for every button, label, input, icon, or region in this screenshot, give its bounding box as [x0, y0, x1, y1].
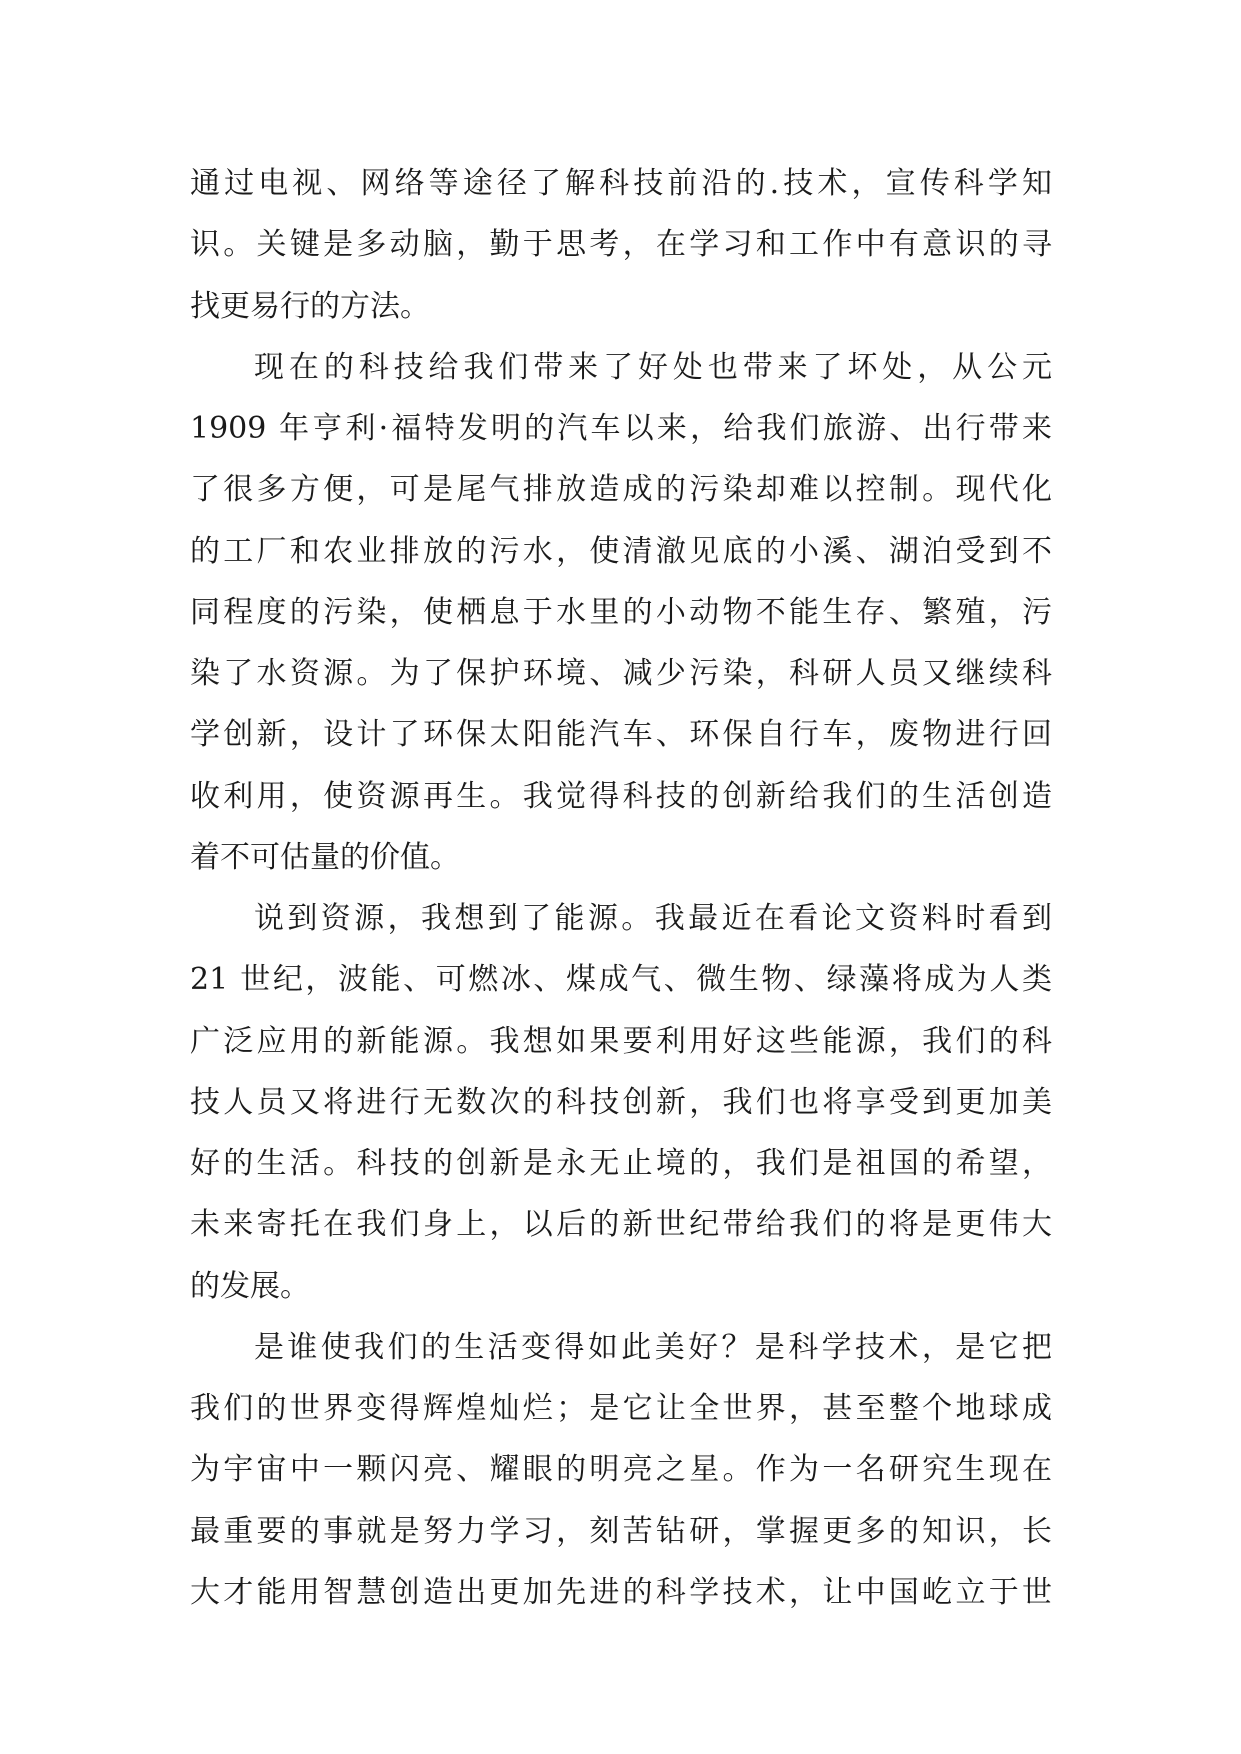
text-line: 识。关键是多动脑，勤于思考，在学习和工作中有意识的寻	[190, 227, 1052, 263]
text-line: 是谁使我们的生活变得如此美好？是科学技术，是它把	[254, 1329, 1052, 1365]
paragraph-4	[190, 1317, 1052, 1623]
text-line: 未来寄托在我们身上，以后的新世纪带给我们的将是更伟大	[190, 1207, 1052, 1243]
text-line: 的工厂和农业排放的污水，使清澈见底的小溪、湖泊受到不	[190, 533, 1052, 569]
text-line: 学创新，设计了环保太阳能汽车、环保自行车，废物进行回	[190, 717, 1052, 753]
text-line: 染了水资源。为了保护环境、减少污染，科研人员又继续科	[190, 656, 1052, 691]
text-line: 最重要的事就是努力学习，刻苦钻研，掌握更多的知识，长	[190, 1513, 1052, 1549]
paragraph-1	[190, 153, 1052, 337]
document-body	[190, 153, 1052, 1623]
text-line: 说到资源，我想到了能源。我最近在看论文资料时看到	[254, 901, 1052, 936]
text-line: 着不可估量的价值。	[190, 839, 460, 875]
text-line: 21 世纪，波能、可燃冰、煤成气、微生物、绿藻将成为人类	[190, 962, 1052, 998]
text-line: 为宇宙中一颗闪亮、耀眼的明亮之星。作为一名研究生现在	[190, 1452, 1052, 1488]
paragraph-3	[190, 888, 1052, 1317]
text-line: 了很多方便，可是尾气排放造成的污染却难以控制。现代化	[190, 472, 1052, 508]
text-line: 同程度的污染，使栖息于水里的小动物不能生存、繁殖，污	[190, 594, 1052, 630]
text-line: 大才能用智慧创造出更加先进的科学技术，让中国屹立于世	[190, 1574, 1052, 1610]
text-line: 技人员又将进行无数次的科技创新，我们也将享受到更加美	[190, 1084, 1052, 1120]
paragraph-2	[190, 337, 1052, 888]
text-line: 我们的世界变得辉煌灿烂；是它让全世界，甚至整个地球成	[190, 1391, 1052, 1426]
text-line: 好的生活。科技的创新是永无止境的，我们是祖国的希望，	[190, 1146, 1052, 1181]
text-line: 1909 年亨利·福特发明的汽车以来，给我们旅游、出行带来	[190, 411, 1052, 446]
text-line: 收利用，使资源再生。我觉得科技的创新给我们的生活创造	[190, 778, 1052, 814]
text-line: 广泛应用的新能源。我想如果要利用好这些能源，我们的科	[190, 1023, 1052, 1059]
text-line: 的发展。	[190, 1268, 310, 1304]
text-line: 找更易行的方法。	[190, 288, 430, 324]
text-line: 通过电视、网络等途径了解科技前沿的.技术，宣传科学知	[190, 166, 1052, 201]
text-line: 现在的科技给我们带来了好处也带来了坏处，从公元	[254, 349, 1052, 385]
